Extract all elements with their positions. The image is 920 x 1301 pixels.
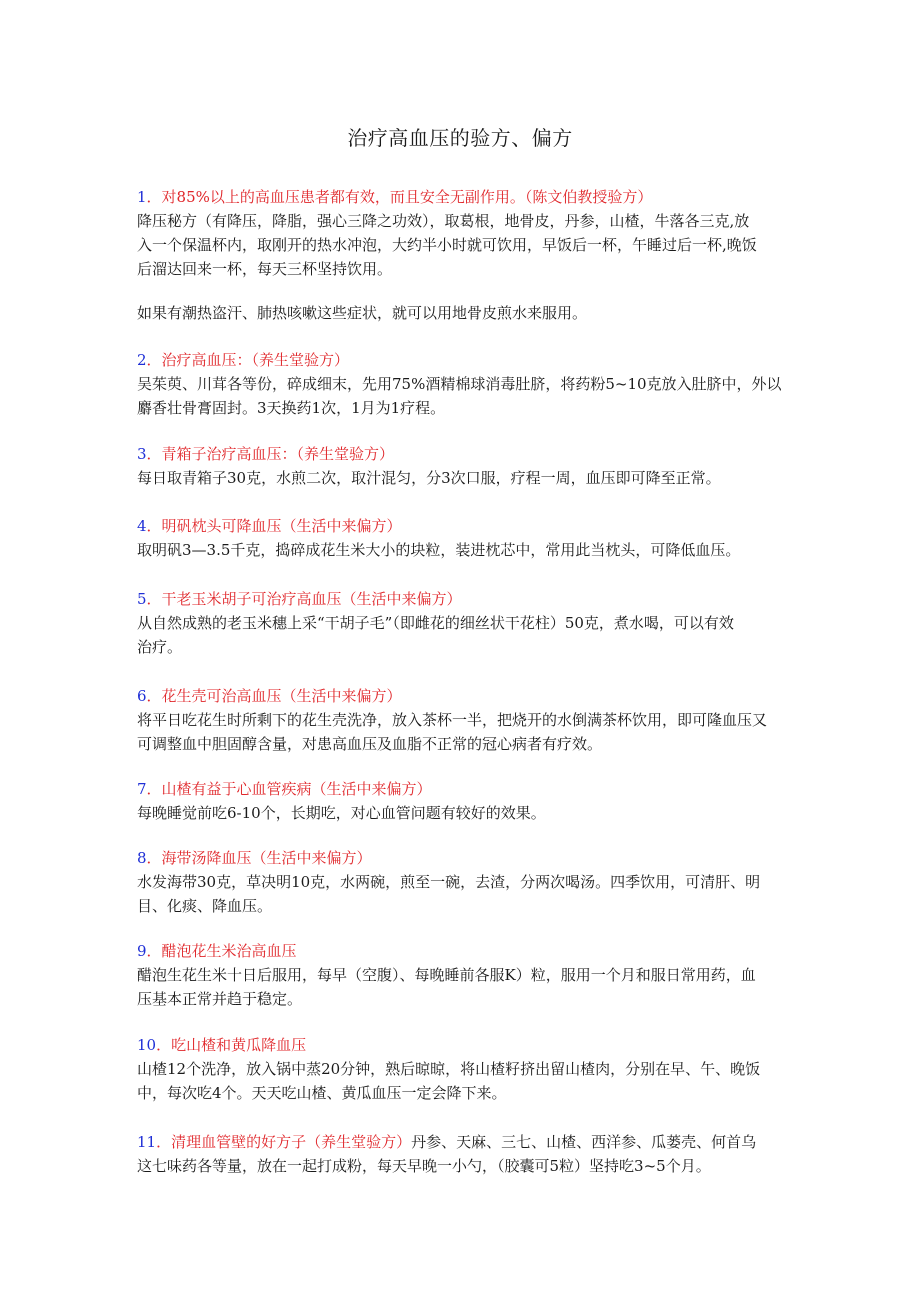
remedy-8 <box>137 846 787 918</box>
item-heading: ．山楂有益于心血管疾病（生活中来偏方） <box>146 780 432 798</box>
item-number: 7 <box>137 780 147 798</box>
remedy-1-note: 如果有潮热盗汗、肺热咳嗽这些症状，就可以用地骨皮煎水来服用。 <box>137 304 588 322</box>
item-number: 8 <box>137 849 147 867</box>
item-line: 取明矾3—3.5千克，捣碎成花生米大小的块粒，装进枕芯中，常用此当枕头，可降低血压。 <box>137 541 741 559</box>
item-line: 吴茱萸、川茸各等份，碎成细末，先用75%酒精棉球消毒肚脐，将药粉5~10克放入肚脐中，外以 <box>137 375 782 393</box>
item-line: 可调整血中胆固醇含量，对患高血压及血脂不正常的冠心病者有疗效。 <box>137 735 603 753</box>
remedy-1 <box>137 185 787 281</box>
item-line: 降压秘方（有降压，降脂，强心三降之功效），取葛根，地骨皮，丹参，山楂，牛落各三克,放 <box>137 212 750 230</box>
item-heading: ．海带汤降血压（生活中来偏方） <box>146 849 372 867</box>
item-line: 每日取青箱子30克，水煎二次，取汁混匀，分3次口服，疗程一周，血压即可降至正常。 <box>137 469 721 487</box>
item-number: 4 <box>137 517 147 535</box>
item-number: 5 <box>137 590 147 608</box>
remedy-3 <box>137 442 787 490</box>
item-heading: ．治疗高血压：（养生堂验方） <box>146 351 350 369</box>
item-number: 9 <box>137 942 147 960</box>
item-number: 11 <box>137 1133 157 1151</box>
item-heading: ．清理血管壁的好方子（养生堂验方） <box>156 1133 412 1151</box>
item-line: 将平日吃花生时所剩下的花生壳洗净，放入茶杯一半，把烧开的水倒满茶杯饮用，即可隆血压又 <box>137 711 768 729</box>
item-heading: ．干老玉米胡子可治疗高血压（生活中来偏方） <box>146 590 462 608</box>
item-line: 后溜达回来一杯，每天三杯坚持饮用。 <box>137 260 393 278</box>
remedy-6 <box>137 684 787 756</box>
item-line: 目、化痰、降血压。 <box>137 897 273 915</box>
item-heading: ．对85%以上的高血压患者都有效，而且安全无副作用。（陈文伯教授验方） <box>146 188 653 206</box>
item-inline-text: 丹参、天麻、三七、山楂、西洋参、瓜蒌壳、何首乌 <box>411 1133 757 1151</box>
remedy-4 <box>137 514 787 562</box>
item-line: 治疗。 <box>137 638 183 656</box>
item-number: 1 <box>137 188 147 206</box>
item-number: 10 <box>137 1036 157 1054</box>
remedy-11 <box>137 1130 787 1178</box>
item-line: 水发海带30克，草决明10克，水两碗，煎至一碗，去渣，分两次喝汤。四季饮用，可清肝、明 <box>137 873 761 891</box>
item-heading: ．青箱子治疗高血压：（养生堂验方） <box>146 445 395 463</box>
item-line: 中，每次吃4个。天天吃山楂、黄瓜血压一定会降下来。 <box>137 1084 507 1102</box>
item-number: 6 <box>137 687 147 705</box>
remedy-10 <box>137 1033 787 1105</box>
item-line: 入一个保温杯内，取刚开的热水冲泡，大约半小时就可饮用，早饭后一杯，午睡过后一杯,晚饭 <box>137 236 757 254</box>
item-heading: ．明矾枕头可降血压（生活中来偏方） <box>146 517 402 535</box>
item-heading: ．吃山楂和黄瓜降血压 <box>156 1036 307 1054</box>
item-number: 3 <box>137 445 147 463</box>
remedy-9 <box>137 939 787 1011</box>
item-line: 山楂12个洗净，放入锅中蒸20分钟，熟后晾晾，将山楂籽挤出留山楂肉，分别在早、午、晚饭 <box>137 1060 761 1078</box>
item-heading: ．醋泡花生米治高血压 <box>146 942 297 960</box>
remedy-2 <box>137 348 787 420</box>
item-line: 从自然成熟的老玉米穗上采“干胡子毛”（即雌花的细丝状干花柱）50克，煮水喝，可以有效 <box>137 614 734 632</box>
remedy-5 <box>137 587 787 659</box>
item-line: 每晚睡觉前吃6-10个，长期吃，对心血管问题有较好的效果。 <box>137 804 546 822</box>
item-line: 压基本正常并趋于稳定。 <box>137 990 303 1008</box>
item-heading: ．花生壳可治高血压（生活中来偏方） <box>146 687 402 705</box>
remedy-7 <box>137 777 787 825</box>
item-line: 这七味药各等量，放在一起打成粉，每天早晚一小勺，（胶囊可5粒）坚持吃3~5个月。 <box>137 1157 711 1175</box>
item-line: 醋泡生花生米十日后服用，每早（空腹）、每晚睡前各服K）粒，服用一个月和服日常用药，血 <box>137 966 756 984</box>
item-line: 麝香壮骨膏固封。3天换药1次，1月为1疗程。 <box>137 399 446 417</box>
page-title: 治疗高血压的验方、偏方 <box>347 126 573 150</box>
item-number: 2 <box>137 351 147 369</box>
